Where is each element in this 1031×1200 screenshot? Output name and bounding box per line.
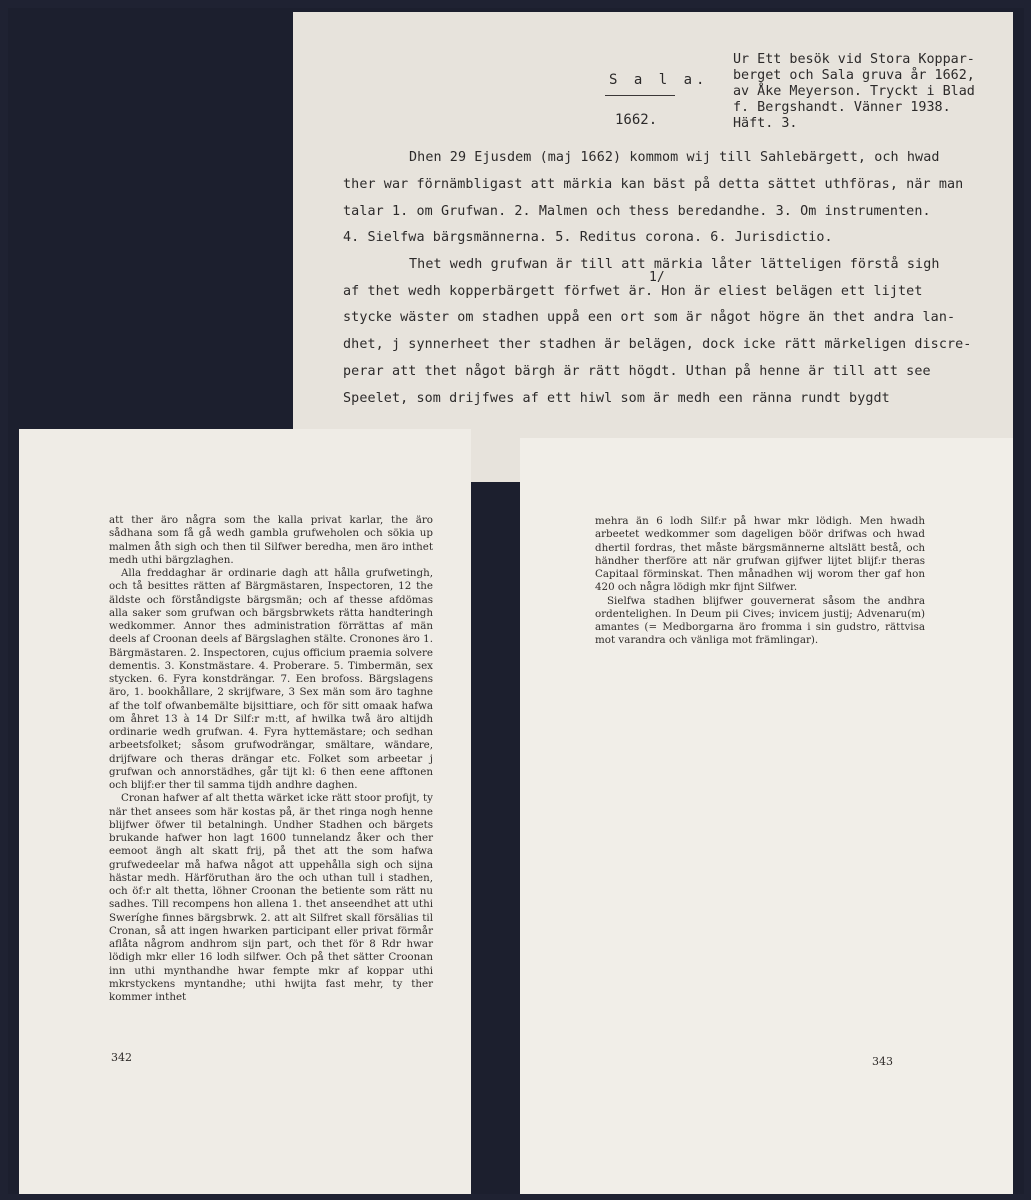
source-note-line: av Åke Meyerson. Tryckt i Blad bbox=[733, 84, 975, 99]
typed-line: 4. Sielfwa bärgsmännerna. 5. Reditus corona. 6. Jurisdictio. bbox=[343, 230, 833, 245]
page-body bbox=[109, 514, 433, 1004]
source-note-line: Ur Ett besök vid Stora Koppar- bbox=[733, 52, 975, 67]
page-body bbox=[595, 515, 925, 648]
typed-line: af thet wedh kopperbärgett förfwet är. Hon är eliest belägen ett lijtet bbox=[343, 284, 923, 299]
printed-page-left bbox=[19, 429, 471, 1194]
paragraph: att ther äro några som the kalla privat karlar, the äro sådhana som få gå wedh gambla grufweholen och sökia up malmen åth sigh och then til Silfwer beredha, men äro inthet medh uthi bärgzlaghen. bbox=[109, 514, 433, 566]
source-note-line: f. Bergshandt. Vänner 1938. bbox=[733, 100, 951, 115]
paragraph: Sielfwa stadhen blijfwer gouvernerat såsom the andhra ordentelighen. In Deum pii Cives; invicem justij; Advenaru(m) amantes (= Medborgarna äro fromma i sin gudstro, rättvisa mot varandra och vänliga mot främlingar). bbox=[595, 594, 925, 647]
typed-line: dhet, j synnerheet ther stadhen är belägen, dock icke rätt märkeligen discre- bbox=[343, 337, 972, 352]
typed-line: perar att thet något bärgh är rätt högdt. Uthan på henne är till att see bbox=[343, 364, 931, 379]
paragraph: Cronan hafwer af alt thetta wärket icke rätt stoor profijt, ty när thet ansees som här kostas på, är thet ringa nogh henne blijfwer öfwer til betalningh. Undher Stadhen och bärgets brukande hafwer hon lagt 1600 tunnelandz åker och ther eemoot ängh alt skatt frij, på thet att the som hafwa grufwedeelar må hafwa något att uppehålla sigh och sijna hästar medh. Härföruthan äro the och uthan tull i stadhen, och öf:r alt thetta, löhner Croonan the betiente som rätt nu sadhes. Till recompens hon allena 1. thet anseendhet att uthi Sweríghe finnes bärgsbrwk. 2. att alt Silfret skall försälias til Cronan, så att ingen hwarken participant eller privat förmår aflåta någrom andhrom sijn part, och thet för 8 Rdr hwar lödigh mkr eller 16 lodh silfwer. Och på thet sätter Croonan inn uthi mynthandhe hwar fempte mkr af koppar uthi mkrstyckens myntandhe; uthi hwijta fast mehr, ty ther kommer inthet bbox=[109, 792, 433, 1003]
source-note-line: berget och Sala gruva år 1662, bbox=[733, 68, 975, 83]
typewritten-sheet bbox=[293, 12, 1013, 482]
paragraph: mehra än 6 lodh Silf:r på hwar mkr lödigh. Men hwadh arbeetet wedkommer som dageligen böör drifwas och hwad dhertil fordras, thet måste bärgsmännerne altslätt bestå, och händher therföre att när grufwan gijfwer lijtet blijf:r theras Capitaal förminskat. Then månadhen wij worom ther gaf hon 420 och några lödigh mkr fijnt Silfwer. bbox=[595, 515, 925, 594]
header-year: 1662. bbox=[615, 112, 658, 128]
page-number: 343 bbox=[872, 1055, 893, 1068]
fraction-note: 1/ bbox=[649, 270, 665, 285]
paragraph: Alla freddaghar är ordinarie dagh att hålla grufwetingh, och tå besittes rätten af Bärgmästaren, Inspectoren, 12 the äldste och förståndigste bärgsmän; och af thesse afdömas alla saker som grufwan och bärgsbrwkets rätta handteringh wedkommer. Annor thes administration förrättas af män deels af Croonan deels af Bärgslaghen stälte. Cronones äro 1. Bärgmästaren. 2. Inspectoren, cujus officium praemia solvere dementis. 3. Konstmästare. 4. Proberare. 5. Timbermän, sex stycken. 6. Fyra konstdrängar. 7. Een brofoss. Bärgslagens äro, 1. bookhållare, 2 skrijfware, 3 Sex män som äro taghne af the tolf ofwanbemälte bijsittiare, och för sitt omaak hafwa om åhret 13 à 14 Dr Silf:r m:tt, af hwilka twå äro altijdh ordinarie wedh grufwan. 4. Fyra hyttemästare; och sedhan arbeetsfolket; såsom grufwodrängar, smältare, wändare, drijfware och theras drängar etc. Folket som arbeetar j grufwan och annorstädhes, går tijt kl: 6 then eene afftonen och blijf:er ther til samma tijdh andhre daghen. bbox=[109, 567, 433, 791]
typed-line: Thet wedh grufwan är till att märkia låter lätteligen förstå sigh bbox=[409, 257, 940, 272]
header-title: S a l a. bbox=[609, 72, 709, 88]
source-note bbox=[733, 52, 975, 132]
typed-line: Dhen 29 Ejusdem (maj 1662) kommom wij till Sahlebärgett, och hwad bbox=[409, 150, 940, 165]
typed-line: stycke wäster om stadhen uppå een ort som är något högre än thet andra lan- bbox=[343, 310, 956, 325]
printed-page-right bbox=[520, 438, 1013, 1194]
typed-line: Speelet, som drijfwes af ett hiwl som är medh een ränna rundt bygdt bbox=[343, 391, 890, 406]
typed-line: talar 1. om Grufwan. 2. Malmen och thess beredandhe. 3. Om instrumenten. bbox=[343, 204, 931, 219]
typed-line: ther war förnämbligast att märkia kan bäst på detta sättet uthföras, när man bbox=[343, 177, 964, 192]
header-underline bbox=[605, 95, 675, 96]
page-number: 342 bbox=[111, 1051, 132, 1064]
source-note-line: Häft. 3. bbox=[733, 116, 798, 131]
